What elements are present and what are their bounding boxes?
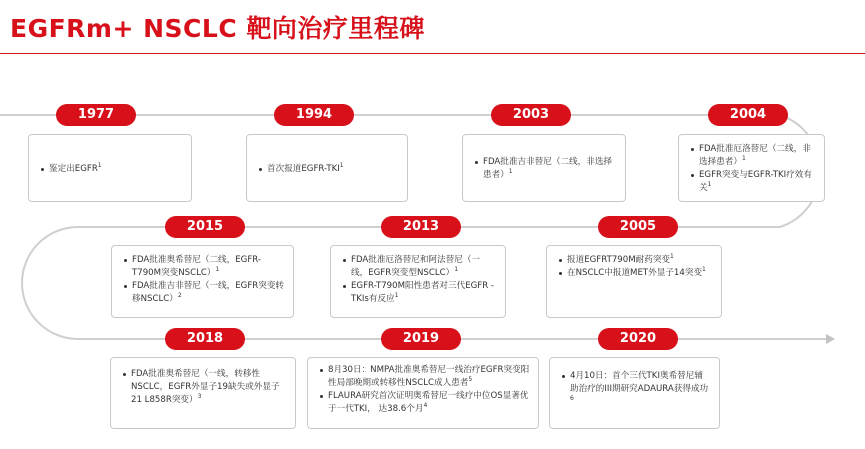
milestone-item: FDA批准吉非替尼（二线，非选择患者）$^1$: [483, 156, 617, 182]
milestone-card-2018: [110, 357, 296, 429]
milestone-card-2005: [546, 245, 722, 318]
year-pill-2018: 2018: [165, 328, 245, 350]
year-pill-2020: 2020: [598, 328, 678, 350]
milestone-item: EGFR突变与EGFR-TKI疗效有关$^1$: [699, 169, 816, 195]
year-pill-2013: 2013: [381, 216, 461, 238]
milestone-card-1977: [28, 134, 192, 202]
milestone-card-2004: [678, 134, 825, 202]
page-title: EGFRm+ NSCLC 靶向治疗里程碑: [10, 14, 425, 43]
year-pill-2005: 2005: [598, 216, 678, 238]
milestone-item: FDA批准吉非替尼（一线，EGFR突变转移NSCLC）$^2$: [132, 281, 285, 304]
arrow-right-icon: [826, 334, 835, 344]
milestone-card-2020: [549, 357, 720, 429]
year-pill-1994: 1994: [274, 104, 354, 126]
milestone-card-2003: [462, 134, 626, 202]
milestone-item: FDA批准奥希替尼（二线，EGFR-T790M突变NSCLC）$^1$: [132, 254, 285, 280]
milestone-card-2015: [111, 245, 294, 318]
milestone-item: 报道EGFRT790M耐药突变$^1$: [567, 254, 713, 267]
milestone-item: 在NSCLC中报道MET外显子14突变$^1$: [567, 267, 713, 280]
milestone-item: FDA批准厄洛替尼和阿法替尼（一线，EGFR突变型NSCLC）$^1$: [351, 254, 497, 280]
milestone-item: FDA批准奥希替尼（一线，转移性NSCLC，EGFR外显子19缺失或外显子21 L858R突变）$^3$: [131, 368, 287, 407]
milestone-item: 8月30日：NMPA批准奥希替尼一线治疗EGFR突变阳性局部晚期或转移性NSCLC成人患者$^5$: [328, 365, 530, 388]
milestone-item: 鉴定出EGFR$^1$: [49, 163, 183, 176]
year-pill-1977: 1977: [56, 104, 136, 126]
year-pill-2015: 2015: [165, 216, 245, 238]
milestone-item: FLAURA研究首次证明奥希替尼一线疗中位OS显著优于一代TKI， 达38.6个月$^4$: [328, 391, 529, 414]
milestone-item: 4月10日：首个三代TKI奥希替尼辅助治疗的III期研究ADAURA获得成功$^6$: [570, 370, 711, 409]
milestone-item: EGFR-T790M阳性患者对三代EGFR -TKIs有反应$^1$: [351, 280, 497, 306]
year-pill-2004: 2004: [708, 104, 788, 126]
milestone-card-2019: [307, 357, 539, 429]
milestone-card-2013: [330, 245, 506, 318]
year-pill-2019: 2019: [381, 328, 461, 350]
year-pill-2003: 2003: [491, 104, 571, 126]
milestone-item: 首次报道EGFR-TKI$^1$: [267, 163, 399, 176]
milestone-card-1994: [246, 134, 408, 202]
milestone-item: FDA批准厄洛替尼（二线，非选择患者）$^1$: [699, 143, 816, 169]
